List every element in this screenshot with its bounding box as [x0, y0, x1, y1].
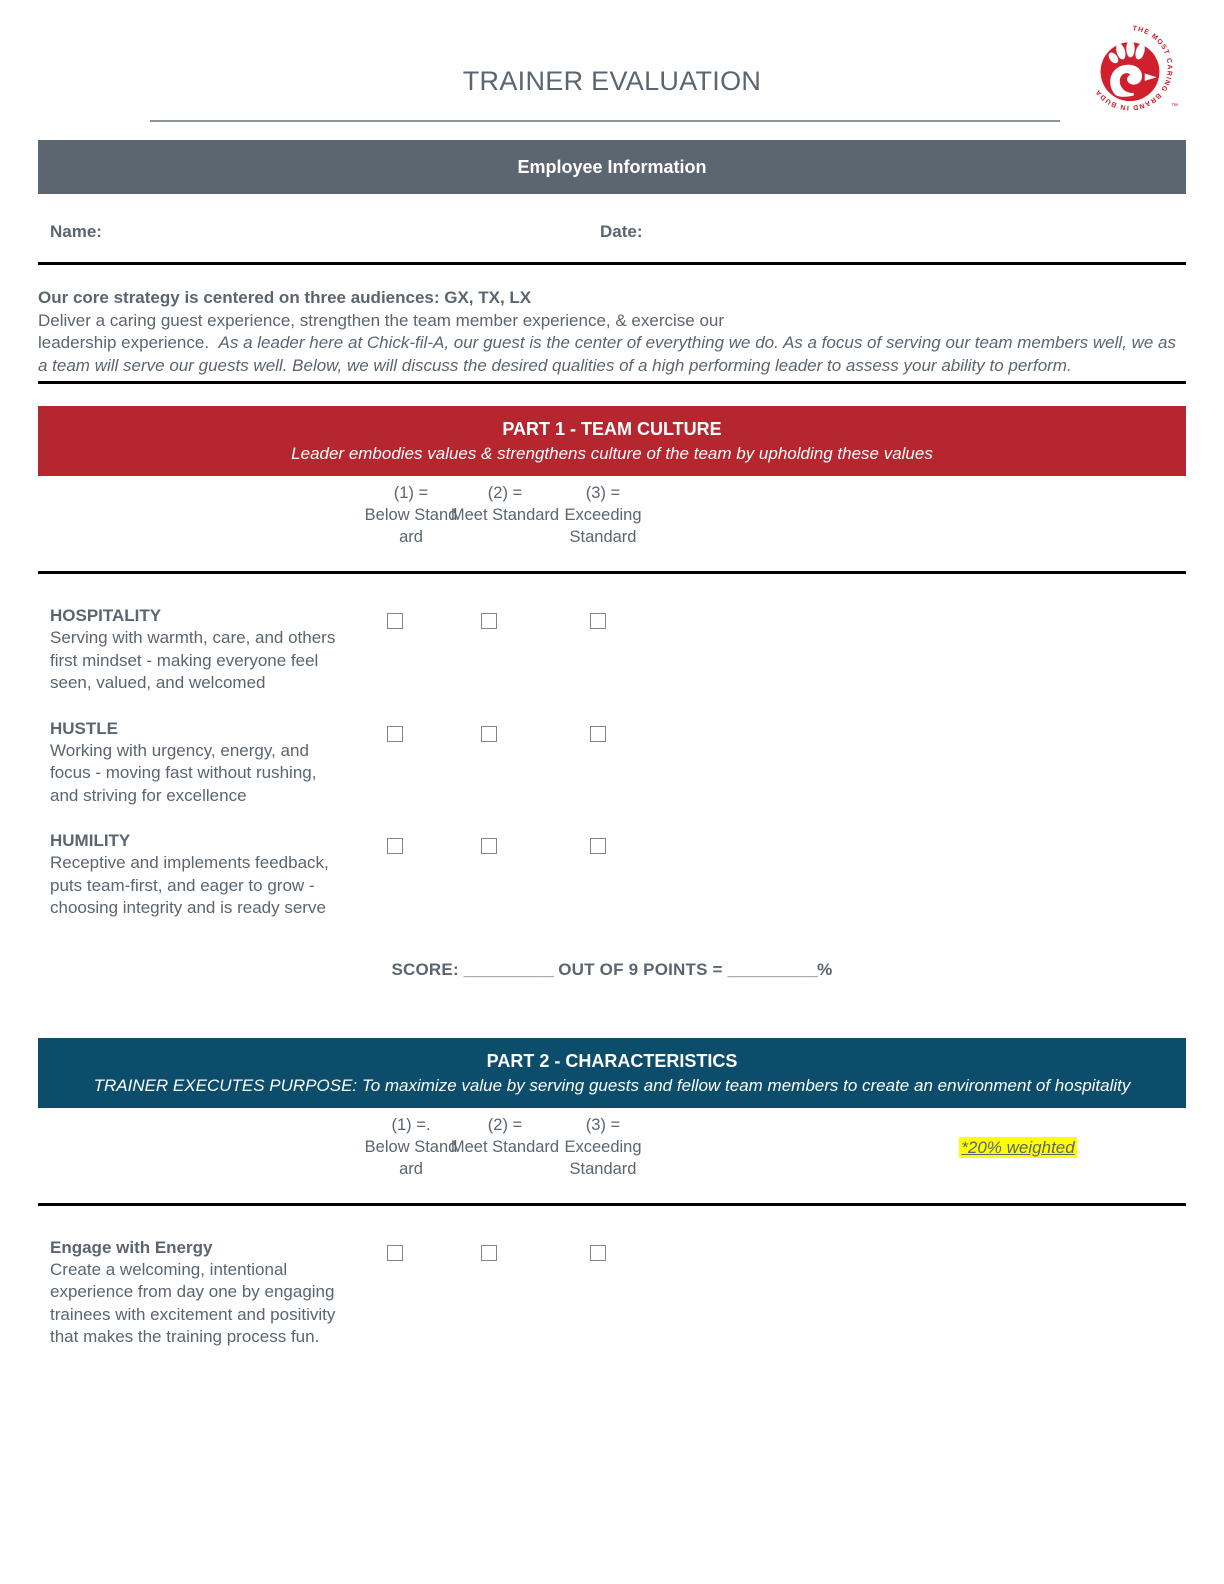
criterion-engage-with-energy-description: Create a welcoming, intentional experience from day one by engaging trainees with excitement and positivity that makes the training process fun. — [50, 1259, 336, 1346]
criterion-engage-with-energy-checkbox-1[interactable] — [387, 1245, 403, 1261]
part2-scale-2 — [450, 1114, 560, 1158]
core-strategy-plain: leadership experience. — [38, 333, 210, 352]
criterion-engage-with-energy-checkbox-3[interactable] — [590, 1245, 606, 1261]
criterion-hustle-title: HUSTLE — [50, 718, 118, 738]
criterion-hustle-checkbox-group — [38, 723, 1186, 747]
criterion-hospitality-description: Serving with warmth, care, and others first mindset - making everyone feel seen, valued, and welcomed — [50, 628, 336, 692]
part1-header — [38, 406, 1186, 476]
criterion-hustle-checkbox-1[interactable] — [387, 726, 403, 742]
part1-scale-1-label: Below Stand ard — [364, 506, 458, 546]
part1-score-label: SCORE: — [391, 959, 459, 979]
part1-score-out-of: OUT OF 9 POINTS = — [558, 959, 723, 979]
criterion-hospitality-checkbox-3[interactable] — [590, 613, 606, 629]
criterion-humility-title: HUMILITY — [50, 831, 131, 850]
criterion-hospitality-checkbox-1[interactable] — [387, 613, 403, 629]
criterion-engage-with-energy-checkbox-group — [38, 1242, 1186, 1266]
document-header — [0, 0, 1224, 149]
title-divider — [150, 120, 1060, 122]
part1-score-blank[interactable]: __________ — [463, 959, 554, 979]
svg-text:THE MOST CARING BRAND IN BUDA: THE MOST CARING BRAND IN BUDA — [1094, 25, 1173, 111]
stray-mark: . — [144, 137, 148, 149]
part1-scale-3 — [548, 482, 658, 548]
criterion-engage-with-energy-title: Engage with Energy — [50, 1237, 213, 1257]
part1-scale-1-number: (1) = — [393, 484, 429, 502]
part1-score-line — [38, 960, 1186, 980]
criterion-engage-with-energy-checkbox-2[interactable] — [481, 1245, 497, 1261]
part1-scale-row — [38, 476, 1186, 574]
core-strategy-line-3 — [38, 332, 1186, 377]
employee-information-header — [38, 137, 1186, 194]
part1-scale-3-number: (3) = — [585, 484, 621, 502]
employee-information-title: Employee Information — [517, 157, 707, 177]
part2-criteria-list — [38, 1236, 1186, 1349]
date-field-label: Date: — [600, 222, 643, 241]
part2-weighted-note: *20% weighted — [961, 1137, 1075, 1157]
part1-subtitle: Leader embodies values & strengthens culture of the team by upholding these values — [291, 444, 933, 463]
criterion-hustle-checkbox-3[interactable] — [590, 726, 606, 742]
criterion-humility — [38, 829, 1186, 920]
part1-scale-2-label: Meet Standard — [450, 506, 560, 524]
criterion-humility-checkbox-group — [38, 835, 1186, 859]
criterion-hospitality-checkbox-2[interactable] — [481, 613, 497, 629]
part1-percent-sign: % — [817, 959, 833, 979]
part1-scale-2 — [450, 482, 560, 526]
core-strategy-line-2: Deliver a caring guest experience, strengthen the team member experience, & exercise our — [38, 310, 725, 330]
part2-scale-1-number: (1) =. — [391, 1115, 431, 1134]
part2-scale-2-label: Meet Standard — [450, 1137, 560, 1156]
criterion-hospitality — [38, 604, 1186, 695]
part1-title: PART 1 - TEAM CULTURE — [502, 419, 722, 439]
part2-subtitle: TRAINER EXECUTES PURPOSE: To maximize value by serving guests and fellow team members to create an environment of hospitality — [93, 1075, 1131, 1095]
criterion-humility-checkbox-3[interactable] — [590, 838, 606, 854]
part2-scale-1-label: Below Stand ard — [364, 1137, 458, 1178]
criterion-humility-checkbox-2[interactable] — [481, 838, 497, 854]
page-title: TRAINER EVALUATION — [462, 66, 762, 96]
part2-scale-3 — [548, 1114, 658, 1180]
part2-header — [38, 1038, 1186, 1108]
criterion-engage-with-energy — [38, 1236, 1186, 1349]
part2-scale-2-number: (2) = — [487, 1115, 523, 1134]
criterion-hustle — [38, 717, 1186, 808]
part2-scale-row — [38, 1108, 1186, 1206]
criterion-hospitality-title: HOSPITALITY — [50, 606, 162, 625]
part2-scale-3-label: Exceeding Standard — [564, 1137, 642, 1178]
part1-percent-blank[interactable]: __________ — [727, 959, 818, 979]
name-field-label: Name: — [50, 222, 102, 241]
criterion-hustle-description: Working with urgency, energy, and focus - moving fast without rushing, and striving for excellence — [50, 740, 317, 805]
criterion-humility-description: Receptive and implements feedback, puts team-first, and eager to grow - choosing integrity and is ready serve — [50, 853, 329, 917]
part2-scale-3-number: (3) = — [585, 1115, 621, 1134]
employee-fields-row — [38, 194, 1186, 265]
part2-title: PART 2 - CHARACTERISTICS — [486, 1050, 738, 1071]
trademark-symbol: ™ — [1171, 103, 1178, 110]
core-strategy-italic: As a leader here at Chick-fil-A, our guest is the center of everything we do. As a focus of serving our team members well, we as a team will serve our guests well. Below, we will discuss the desired qualities of a high performing leader to assess your ability to perform. — [38, 333, 1176, 375]
part1-scale-2-number: (2) = — [487, 484, 523, 502]
criterion-hustle-checkbox-2[interactable] — [481, 726, 497, 742]
criterion-hospitality-checkbox-group — [38, 610, 1186, 634]
part1-criteria-list — [38, 604, 1186, 920]
part1-scale-3-label: Exceeding Standard — [564, 506, 642, 546]
criterion-humility-checkbox-1[interactable] — [387, 838, 403, 854]
core-strategy-heading: Our core strategy is centered on three audiences: GX, TX, LX — [38, 288, 532, 307]
chick-fil-a-caring-brand-logo — [1084, 22, 1176, 114]
core-strategy-block — [38, 287, 1186, 384]
part2-weighted-note-wrap — [898, 1138, 1138, 1158]
